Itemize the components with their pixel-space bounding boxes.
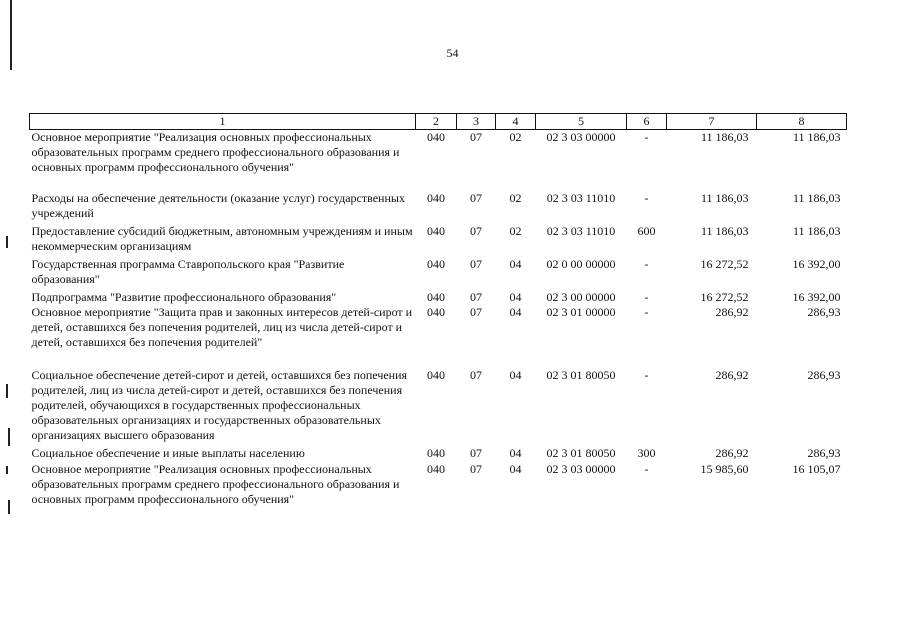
scan-edge-mark [6, 384, 8, 398]
cell-target-article: 02 3 01 80050 [546, 368, 616, 382]
cell-amount-year1: 286,92 [715, 368, 749, 382]
column-header: 3 [457, 114, 496, 130]
cell-subsection: 02 [509, 224, 522, 238]
cell-section: 07 [470, 224, 482, 238]
cell-expense-type: 600 [637, 224, 656, 238]
cell-amount-year1: 11 186,03 [700, 130, 749, 144]
cell-ministry-code: 040 [427, 305, 445, 319]
scan-edge-mark [6, 466, 8, 474]
cell-expense-type: - [644, 257, 649, 271]
column-header: 7 [667, 114, 757, 130]
cell-amount-year2: 16 392,00 [792, 290, 841, 304]
cell-amount-year2: 11 186,03 [792, 130, 841, 144]
cell-target-article: 02 3 03 11010 [546, 191, 616, 205]
cell-amount-year2: 16 392,00 [792, 257, 841, 271]
row-name: Государственная программа Ставропольского края "Развитие образования" [31, 257, 345, 286]
table-row [30, 368, 847, 443]
cell-amount-year1: 11 186,03 [700, 224, 749, 238]
budget-table [29, 113, 847, 507]
table-row [30, 287, 847, 305]
cell-expense-type: 300 [637, 446, 656, 460]
table-row [30, 461, 847, 507]
cell-target-article: 02 3 00 00000 [546, 290, 616, 304]
cell-section: 07 [470, 257, 482, 271]
row-name: Основное мероприятие "Реализация основных профессиональных образовательных программ среднего профессионального образования и основных программ профессионального обучения" [31, 130, 400, 174]
cell-section: 07 [470, 130, 482, 144]
cell-section: 07 [470, 290, 482, 304]
cell-target-article: 02 0 00 00000 [546, 257, 616, 271]
row-name: Подпрограмма "Развитие профессионального образования" [31, 290, 337, 304]
row-name: Основное мероприятие "Реализация основных профессиональных образовательных программ среднего профессионального образования и основных программ профессионального обучения" [31, 462, 400, 506]
row-name: Расходы на обеспечение деятельности (оказание услуг) государственных учреждений [31, 191, 405, 220]
row-name: Предоставление субсидий бюджетным, автономным учреждениям и иным некоммерческим организациям [31, 224, 413, 253]
cell-expense-type: - [644, 462, 649, 476]
cell-ministry-code: 040 [427, 130, 445, 144]
cell-subsection: 04 [509, 462, 522, 476]
cell-amount-year1: 286,92 [715, 446, 749, 460]
column-header: 5 [536, 114, 627, 130]
table-row [30, 443, 847, 461]
column-header: 8 [757, 114, 847, 130]
cell-section: 07 [470, 446, 482, 460]
cell-ministry-code: 040 [427, 257, 445, 271]
cell-amount-year2: 11 186,03 [792, 224, 841, 238]
cell-amount-year2: 16 105,07 [792, 462, 841, 476]
scan-edge-mark [6, 236, 8, 248]
cell-expense-type: - [644, 368, 649, 382]
page-number: 54 [446, 46, 459, 60]
column-header: 6 [627, 114, 667, 130]
table-row [30, 221, 847, 254]
cell-subsection: 04 [509, 305, 522, 319]
cell-amount-year1: 15 985,60 [700, 462, 749, 476]
row-name: Социальное обеспечение и иные выплаты населению [31, 446, 305, 460]
cell-subsection: 04 [509, 368, 522, 382]
scan-edge-mark [8, 428, 10, 446]
table-row [30, 130, 847, 192]
cell-amount-year1: 16 272,52 [700, 290, 749, 304]
column-header: 4 [496, 114, 536, 130]
cell-subsection: 04 [509, 290, 522, 304]
cell-section: 07 [470, 305, 482, 319]
row-name: Социальное обеспечение детей-сирот и детей, оставшихся без попечения родителей, лиц из числа детей-сирот и детей, оставшихся без попечения родителей, обучающихся в государственных профессиональных образовательных организациях и государственных образовательных организациях высшего образования [31, 368, 408, 442]
column-header: 2 [416, 114, 457, 130]
cell-ministry-code: 040 [427, 290, 445, 304]
cell-ministry-code: 040 [427, 224, 445, 238]
table-row [30, 254, 847, 287]
cell-subsection: 02 [509, 191, 522, 205]
cell-subsection: 04 [509, 257, 522, 271]
cell-ministry-code: 040 [427, 462, 445, 476]
cell-amount-year2: 286,93 [807, 446, 841, 460]
table-row [30, 305, 847, 368]
table-row [30, 191, 847, 221]
cell-ministry-code: 040 [427, 368, 445, 382]
row-name: Основное мероприятие "Защита прав и законных интересов детей-сирот и детей, оставшихся без попечения родителей, лиц из числа детей-сирот и детей, оставшихся без попечения родителей" [31, 305, 413, 349]
table-header-row [30, 114, 847, 130]
cell-amount-year1: 11 186,03 [700, 191, 749, 205]
cell-amount-year1: 16 272,52 [700, 257, 749, 271]
cell-amount-year2: 11 186,03 [792, 191, 841, 205]
cell-subsection: 02 [509, 130, 522, 144]
cell-expense-type: - [644, 191, 649, 205]
cell-amount-year1: 286,92 [715, 305, 749, 319]
cell-target-article: 02 3 01 80050 [546, 446, 616, 460]
cell-section: 07 [470, 368, 482, 382]
cell-subsection: 04 [509, 446, 522, 460]
cell-section: 07 [470, 462, 482, 476]
cell-amount-year2: 286,93 [807, 368, 841, 382]
cell-expense-type: - [644, 290, 649, 304]
cell-expense-type: - [644, 130, 649, 144]
cell-ministry-code: 040 [427, 191, 445, 205]
cell-section: 07 [470, 191, 482, 205]
cell-target-article: 02 3 01 00000 [546, 305, 616, 319]
scan-edge-mark [8, 500, 10, 514]
cell-target-article: 02 3 03 00000 [546, 130, 616, 144]
cell-amount-year2: 286,93 [807, 305, 841, 319]
cell-target-article: 02 3 03 00000 [546, 462, 616, 476]
cell-ministry-code: 040 [427, 446, 445, 460]
cell-target-article: 02 3 03 11010 [546, 224, 616, 238]
cell-expense-type: - [644, 305, 649, 319]
column-header: 1 [30, 114, 416, 130]
